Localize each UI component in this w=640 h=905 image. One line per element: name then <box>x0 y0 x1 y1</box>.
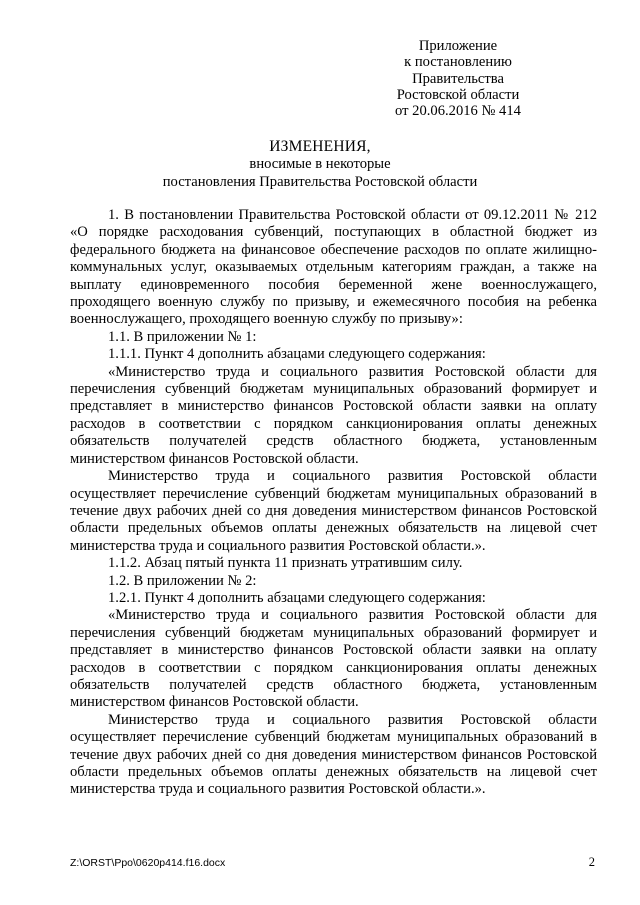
paragraph: 1.2.1. Пункт 4 дополнить абзацами следующего содержания: <box>108 589 486 606</box>
appendix-line: Ростовской области <box>396 86 520 103</box>
paragraph: 1.2. В приложении № 2: <box>108 572 257 589</box>
title-line-3: постановления Правительства Ростовской области <box>162 173 478 190</box>
title-line-2: вносимые в некоторые <box>249 156 391 172</box>
document-body <box>70 207 597 799</box>
page-number: 2 <box>588 855 595 869</box>
paragraph: «Министерство труда и социального развития Ростовской области для перечисления субвенций бюджетам муниципальных образований формирует и представляет в министерство финансов Ростовской области заявки на оплату расходов в соответствии с порядком санкционирования оплаты денежных обязательств получателей средств областного бюджета, установленным министерством финансов Ростовской области. <box>70 363 597 467</box>
paragraph: 1.1. В приложении № 1: <box>108 328 257 345</box>
paragraph: Министерство труда и социального развития Ростовской области осуществляет перечисление субвенций бюджетам муниципальных образований в течение двух рабочих дней со дня доведения министерством финансов Ростовской области предельных объемов оплаты денежных обязательств на лицевой счет министерства труда и социального развития Ростовской области.». <box>70 711 597 798</box>
paragraph: 1.1.2. Абзац пятый пункта 11 признать утратившим силу. <box>108 555 463 572</box>
appendix-line: к постановлению <box>404 54 512 71</box>
appendix-line: Приложение <box>418 38 498 54</box>
title-main: ИЗМЕНЕНИЯ, <box>269 138 371 155</box>
paragraph: Министерство труда и социального развития Ростовской области осуществляет перечисление субвенций бюджетам муниципальных образований в течение двух рабочих дней со дня доведения министерством финансов Ростовской области предельных объемов оплаты денежных обязательств на лицевой счет министерства труда и социального развития Ростовской области.». <box>70 468 597 554</box>
appendix-header <box>348 38 568 119</box>
paragraph: «Министерство труда и социального развития Ростовской области для перечисления субвенций бюджетам муниципальных образований формирует и представляет в министерство финансов Ростовской области заявки на оплату расходов в соответствии с порядком санкционирования оплаты денежных обязательств получателей средств областного бюджета, установленным министерством финансов Ростовской области. <box>70 607 597 711</box>
document-title <box>70 137 570 191</box>
appendix-line: от 20.06.2016 № 414 <box>395 103 521 120</box>
paragraph: 1. В постановлении Правительства Ростовской области от 09.12.2011 № 212 «О порядке расходования субвенций, поступающих в областной бюджет из федерального бюджета на финансовое обеспечение расходов по оплате жилищно-коммунальных услуг, оказываемых отдельным категориям граждан, а также на выплату единовременного пособия беременной жене военнослужащего, проходящего военную службу по призыву, и ежемесячного пособия на ребенка военнослужащего, проходящего военную службу по призыву»: <box>70 207 597 328</box>
paragraph: 1.1.1. Пункт 4 дополнить абзацами следующего содержания: <box>108 346 486 363</box>
appendix-line: Правительства <box>412 70 504 87</box>
footer-file-path: Z:\ORST\Ppo\0620p414.f16.docx <box>70 857 226 869</box>
